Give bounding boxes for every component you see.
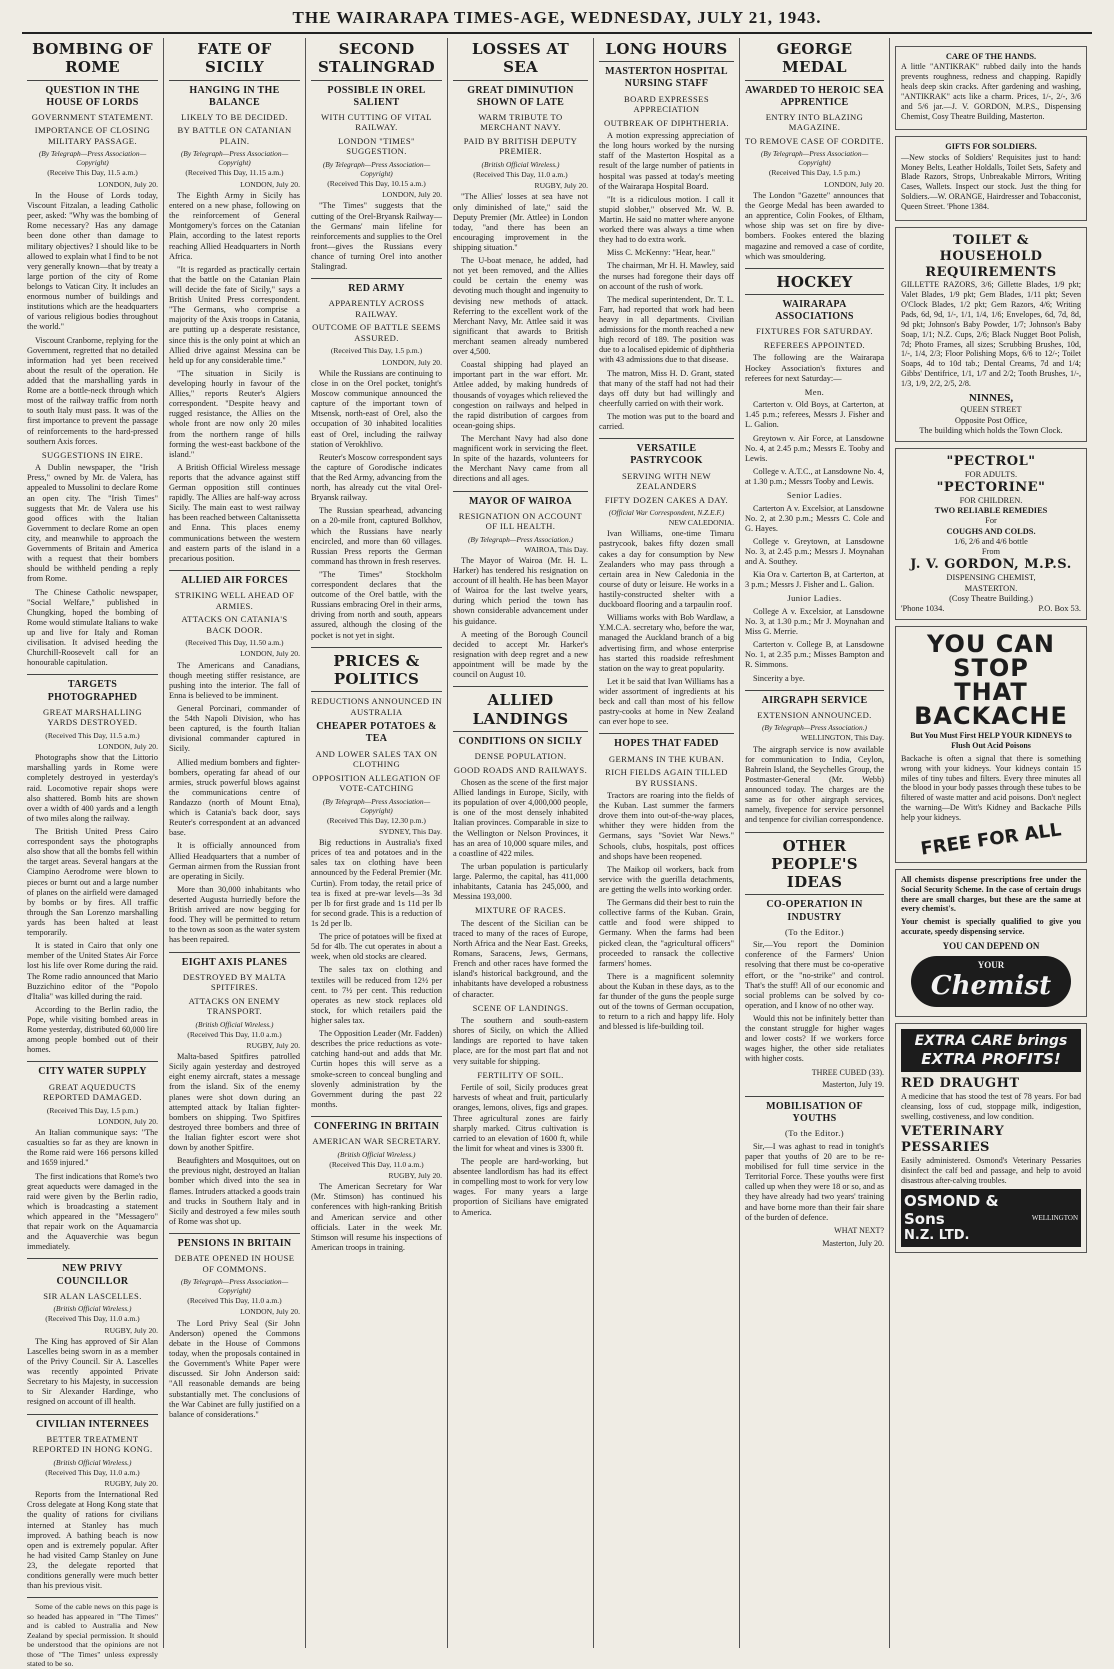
headline: LOSSES AT SEA [453,40,588,81]
paragraph: Chosen as the scene of the first major Allied landings in Europe, Sicily, with its population of over 4,000,000 people, is one of the most densely inhabited Italian provinces. Comparable in size to the Wellington or Nelson Provinces, it has an area of 10,000 square miles, and a coastline of 422 miles. [453,778,588,858]
credit: (British Official Wireless.) [481,159,560,169]
ad-logo-line: N.Z. LTD. [904,1228,970,1244]
dateline: WAIROA, This Day. [524,544,588,554]
paragraph: The first indications that Rome's two great aqueducts were damaged in the raid were given by the Berlin radio, which is broadcasting a statement which appeared in the "Messagero" that repair work on the Aquamarcia and the Aquaverchie was begun immediately. [27,1171,158,1252]
paragraph: According to the Berlin radio, the Pope, while visiting bombed areas in Rome yesterday, distributed 60,000 lire among people bombed out of their homes. [27,1004,158,1055]
paragraph: The medical superintendent, Dr. T. L. Farr, had reported that work had been heavy in all departments. Civilian admissions for the month reached a new high record of 189. The position was due to a localised epidemic of diphtheria with 43 admissions due to that disease. [599,294,735,365]
ad-osmond [895,1023,1087,1254]
credit: (British Official Wireless.) [195,1019,274,1029]
subhead: AND LOWER SALES TAX ON CLOTHING [315,748,438,770]
paragraph: The Chinese Catholic newspaper, "Social Welfare," published in Chungking, hoped the bombing of Rome would stimulate Italians to wake up and live for Italy and Roman civilisation. It advised heeding the Churchill-Roosevelt call for an honourable capitulation. [27,587,158,668]
subhead: OPPOSITION ALLEGATION OF VOTE-CATCHING [312,772,441,794]
dateline: RUGBY, July 20. [104,1325,158,1335]
paragraph: Reuter's Moscow correspondent says the capture of Gorodische indicates that the Red Army, advancing from the north, has already cut the vital Orel-Bryansk railway. [311,452,442,503]
ad-title: TOILET & HOUSEHOLD REQUIREMENTS [925,232,1057,280]
headline: TARGETS PHOTOGRAPHED [47,679,138,703]
ad-text: Your chemist is specially qualified to give you accurate, speedy dispensing service. [901,917,1081,937]
divider [311,1116,442,1117]
ad-product-title: VETERINARY PESSARIES [901,1124,1005,1156]
dateline: LONDON, July 20. [98,741,158,751]
section-heading: SCENE OF LANDINGS. [472,1002,569,1013]
ad-address: Opposite Post Office, [954,415,1028,425]
section-heading: FERTILITY OF SOIL. [477,1069,564,1080]
paragraph: Miss C. McKenny: "Hear, hear." [607,248,716,258]
section-heading: Senior Ladies. [786,490,843,501]
received-line: (Received This Day, 11.0 a.m.) [45,1467,140,1477]
ad-line: FOR CHILDREN. [959,495,1023,505]
paragraph: Ivan Williams, one-time Timaru pastrycook, bakes fifty dozen small cakes a day for consumption by New Zealanders who may pass through a certain area in New Caledonia in the course of duty or leisure. He works in a hastily-constructed shelter with a duckboard flooring and a tarpaulin roof. [599,529,734,610]
paragraph: Let it be said that Ivan Williams has a wider assortment of ingredients at his beck and call than most of his fellow pastry-cooks at home in New Zealand can ever hope to see. [599,676,734,727]
subhead: POSSIBLE IN OREL SALIENT [327,84,426,108]
ad-street: QUEEN STREET [960,405,1022,415]
credit: (By Telegraph—Press Association—Copyright) [180,1277,289,1296]
ad-text: A little "ANTIKRAK" rubbed daily into the hands prevents roughness, redness and chapping. Rapidly heals deep skin cracks. After gardening and washing, "ANTIKRAK" acts like a charm. Prices, 1/-, 2/-, 3/6 and 5/6 jar.—J. V. GORDON, M.P.S., Dispensing Chemist, Cosy Theatre Building, Masterton. [901,62,1081,121]
credit: (By Telegraph—Press Association.) [467,534,574,544]
paragraph: The people are hard-working, but absentee landlordism has had its effect in compelling most to work for very low wages. For many years a large proportion of Sicilians have emigrated to America. [453,1156,588,1217]
subhead: HANGING IN THE BALANCE [189,84,280,108]
dateline: LONDON, July 20. [240,649,300,659]
headline: EIGHT AXIS PLANES [181,956,288,968]
credit: (By Telegraph—Press Association—Copyright) [760,149,869,168]
subhead: GOVERNMENT STATEMENT. [31,111,154,122]
ad-pectrol [895,448,1087,620]
headline: MOBILISATION OF YOUTHS [766,1101,863,1125]
paragraph: "The Times" suggests that the cutting of the Orel-Bryansk Railway—the Germans' main lifeline for reinforcements and supplies to the Orel front—gives the Russians every chance of turning Orel into another Stalingrad. [311,201,442,272]
received-line: (Received This Day, 11.0 a.m.) [473,169,568,179]
subhead: AWARDED TO HEROIC SEA APPRENTICE [745,84,884,108]
subhead: GERMANS IN THE KUBAN. [608,753,725,764]
divider [745,690,884,691]
ad-headline: YOU CAN STOP [926,630,1056,683]
received-line: (Receive This Day, 11.5 a.m.) [47,168,138,178]
dateline: SYDNEY, This Day. [379,826,442,836]
ad-your-chemist [895,869,1087,1017]
ad-line: 1/6, 2/6 and 4/6 bottle [954,536,1028,546]
credit: (By Telegraph—Press Association—Copyright) [322,796,431,815]
divider [453,491,588,492]
divider [27,1597,158,1598]
paragraph: A British Official Wireless message reports that the advance against stiff German opposition still continues rapidly. The Allies are half-way across Sicily. The main east to west railway has been reached between Caltanissetta and Enna. This places enemy communications between the western and eastern parts of the island in a precarious position. [169,462,300,563]
ad-text: —New stocks of Soldiers' Requisites just to hand: Money Belts, Leather Holdalls, Toilet Sets, Safety and Blade Razors, Strops, Unbreakable Mirrors, Writing Cases, Wallets. Inspect our stock. Just the thing for Soldiers.—W. ORANGE, Hairdresser and Tobacconist, Queen Street. 'Phone 1384. [901,152,1081,211]
subhead: IMPORTANCE OF CLOSING MILITARY PASSAGE. [34,125,151,146]
received-line: (Received This Day, 12.30 p.m.) [327,815,426,825]
headline: CIVILIAN INTERNEES [36,1418,149,1430]
section-heading: SUGGESTIONS IN EIRE. [41,449,144,460]
headline: SECOND STALINGRAD [311,40,442,81]
subhead: STRIKING WELL AHEAD OF ARMIES. [174,590,295,611]
ad-contact-row [901,604,1081,614]
paragraph: The Germans did their best to ruin the collective farms of the Kuban. Grain, cattle and food were shipped to Germany. When the farms had been picked clean, the "agricultural officers" proceeded to ransack the collective farmers' homes. [599,898,734,968]
paragraph: An Italian communique says: "The casualties so far as they are known in the Rome raid were 166 persons killed and 1659 injured." [27,1128,158,1168]
credit: (By Telegraph—Press Association—Copyright) [180,149,289,168]
ad-line: YOUR [977,959,1005,970]
section-heading: MIXTURE OF RACES. [474,905,567,916]
subhead: CO-OPERATION IN INDUSTRY [766,899,863,923]
ad-title: "PECTORINE" [936,480,1046,496]
subhead: ATTACKS ON ENEMY TRANSPORT. [188,995,281,1017]
ad-logo-text [904,1192,1032,1244]
columns [22,38,1092,1669]
subhead: AMERICAN WAR SECRETARY. [312,1136,441,1147]
ad-line: (Cosy Theatre Building.) [949,593,1033,603]
received-line: (Received This Day, 1.5 p.m.) [768,168,861,178]
paragraph: Sincerity a bye. [753,673,805,683]
paragraph: A motion expressing appreciation of the long hours worked by the nursing staff of the Masterton Hospital as a result of the large number of patients in hospital was passed at today's meeting of the Wairarapa Hospital Board. [599,131,734,191]
paragraph: A meeting of the Borough Council decided to accept Mr. Harker's resignation with deep regret and a new appointment will be made by the council on August 10. [453,629,588,680]
divider [745,1096,884,1097]
paragraph: "The Times" Stockholm correspondent declares that the outcome of the Orel battle, with the Russians embracing Orel in their arms, driving from north and south, appears assured, although the closing of the pocket is not yet in sight. [311,569,442,640]
subhead: ATTACKS ON CATANIA'S BACK DOOR. [181,614,288,635]
divider [27,1258,158,1259]
section-heading: Men. [804,386,825,397]
headline: FATE OF SICILY [169,40,300,81]
paragraph: "The Allies' losses at sea have not only diminished of late," said the Deputy Premier (Mr. Attlee) in London today, "and there has been an encouraging improvement in the shipping situation." [453,192,588,252]
signature: THREE CUBED (33). [811,1067,884,1077]
paragraph: The Mayor of Wairoa (Mr. H. L. Harker) has tendered his resignation on account of ill health. He has been Mayor of Wairoa for the last twelve years, during which period the town has shown considerable advancement under his guidance. [453,555,589,626]
paragraph: "The situation in Sicily is developing hourly in favour of the Allies," reports Reuter's Algiers correspondent. "Despite heavy and rugged resistance, the Allies on the whole front are now only 20 miles from the northern range of hills forming the west-east backbone of the island." [169,368,300,459]
paragraph: The Americans and Canadians, though meeting stiffer resistance, are pushing into the interior. The fall of Enna is believed to be imminent. [169,660,300,700]
ad-title: "PECTROL" [946,454,1036,469]
paragraph: Carterton A v. Excelsior, at Lansdowne No. 2, at 2.30 p.m.; Messrs C. Cole and G. Hayes. [745,503,884,533]
paragraph: Kia Ora v. Carterton B, at Carterton, at 3 p.m.; Messrs J. Fisher and L. Galion. [745,570,884,590]
paragraph: Tractors are roaring into the fields of the Kuban. Last summer the farmers drove them into out-of-the-way places, whither they were hidden from the Germans, says "Soviet War News." Schools, clubs, hospitals, post offices and shops have been reopened. [599,791,734,861]
subhead: CHEAPER POTATOES & TEA [316,721,437,745]
paragraph: Fertile of soil, Sicily produces great harvests of wheat and fruit, particularly oranges, lemons, olives, figs and grapes. Three agricultural zones are fairly sharply marked. Citrus cultivation is carried to an elevation of 1600 ft, while the limit for wheat and vines is 3300 ft. [453,1083,588,1153]
subhead: REDUCTIONS ANNOUNCED IN AUSTRALIA [311,696,442,717]
ad-free-for-all: FREE FOR ALL [919,819,1063,860]
dateline: RUGBY, July 20. [388,1170,442,1180]
paragraph: Allied medium bombers and fighter-bombers, operating far ahead of our armies, struck powerful blows against the communications centre of Randazzo (north of Mount Etna), which is Catania's back door, says Reuter's correspondent at an advanced base. [169,757,300,838]
signature: Masterton, July 19. [822,1080,884,1090]
headline: HOPES THAT FADED [614,738,719,750]
column-2 [164,38,306,1648]
subhead: EXTENSION ANNOUNCED. [757,709,872,720]
divider [599,733,734,734]
subhead: GREAT AQUEDUCTS REPORTED DAMAGED. [43,1081,142,1103]
paragraph: Would this not be infinitely better than the constant struggle for higher wages and lower costs? If we workers force wages higher, the other side retaliates with higher costs. [745,1014,884,1064]
paragraph: The southern and south-eastern shores of Sicily, on which the Allied landings are reported to have taken place, are for the most part flat and not very suitable for shipping. [453,1016,588,1066]
subhead: GREAT MARSHALLING YARDS DESTROYED. [42,706,143,728]
subhead: REFEREES APPOINTED. [763,339,866,350]
dateline: NEW CALEDONIA. [668,518,734,528]
signature: Masterton, July 20. [822,1238,884,1248]
divider [27,1414,158,1415]
ad-address: The building which holds the Town Clock. [919,425,1063,435]
subhead: QUESTION IN THE HOUSE OF LORDS [45,84,140,108]
paragraph: The descent of the Sicilian can be traced to many of the races of Europe, North Africa and the Near East. Greeks, Romans, Saracens, Jews, Germans, French and other races have formed the island's historical background, and the inhabitants have developed a robustness of character. [453,918,588,999]
ad-banner [901,1029,1081,1072]
paragraph: The Maikop oil workers, back from service with the guerilla detachments, are getting the wells into working order. [599,864,734,894]
ad-product-title: RED DRAUGHT [901,1075,1020,1091]
masthead: THE WAIRARAPA TIMES-AGE, WEDNESDAY, JULY 21, 1943. [22,8,1092,34]
paragraph: College A v. Excelsior, at Lansdowne No. 3, at 1.30 p.m.; Mr J. Moynahan and Miss G. Merrie. [745,606,884,637]
headline: CITY WATER SUPPLY [38,1066,147,1078]
paragraph: The chairman, Mr H. H. Mawley, said the nurses had foregone their days off on account of the rush of work. [599,261,734,291]
subhead: SIR ALAN LASCELLES. [43,1290,142,1301]
paragraph: Big reductions in Australia's fixed prices of tea and potatoes and in the sales tax on clothing have been announced by the Federal Premier (Mr. Curtin). From today, the retail price of tea is fixed at pre-war levels—3s 3d per lb for first grade and 1s 11d per lb for second grade. This is a reduction of 1s 2d per lb. [311,838,442,929]
ad-title: GIFTS FOR SOLDIERS. [945,142,1037,152]
headline: RED ARMY [348,283,405,295]
ad-chemist-badge [911,956,1071,1007]
credit: (By Telegraph—Press Association—Copyright) [38,149,147,168]
column-5 [594,38,740,1648]
paragraph: A Dublin newspaper, the "Irish Press," owned by Mr. de Valera, has appealed to Mussolini to declare Rome an open city. The "Irish Times" suggests that Mr. de Valera use his good offices with the Italian Government to declare Rome an open city, and meanwhile to approach the Governments of Britain and America with a request that their bombers should be withheld pending a reply from Rome. [27,463,158,584]
ad-line: COUGHS AND COLDS. [946,526,1036,536]
divider [27,1061,158,1062]
headline: PENSIONS IN BRITAIN [177,1238,292,1250]
paragraph: The U-boat menace, he added, had not yet been removed, and the Allies could be certain the enemy was devoting much thought and ingenuity to devising new methods of attack. Referring to the excellent work of the Merchant Navy, Mr. Attlee said it was significant that awards to British merchant seamen already numbered over 4,500. [453,256,588,357]
headline: CONFERING IN BRITAIN [313,1120,440,1132]
paragraph: The American Secretary for War (Mr. Stimson) has continued his conferences with high-ranking British and American service and other officials. Later in the week Mr. Stimson will resume his inspections of American troops in training. [311,1182,442,1252]
credit: (British Official Wireless.) [337,1149,416,1159]
received-line: (Received This Day, 1.5 p.m.) [46,1105,139,1115]
paragraph: The Lord Privy Seal (Sir John Anderson) opened the Commons debate in the House of Commons today, when the proposals contained in the Government's White Paper were discussed. Sir John Anderson said: "All reasonable demands are being substantially met. The conclusions of the War Cabinet are fully justified on a balance of considerations." [169,1318,300,1419]
credit: (By Telegraph—Press Association—Copyright) [322,159,431,178]
paragraph: Williams works with Bob Wardlaw, a Y.M.C.A. secretary who, before the war, managed the Auckland branch of a big advertising firm, and whose enterprise has started this roadside refreshment station on the way to great popularity. [599,613,734,673]
ad-gifts-for-soldiers [895,136,1087,220]
received-line: (Received This Day, 1.5 p.m.) [330,346,423,356]
headline: BOMBING OF ROME [27,40,158,81]
paragraph: The urban population is particularly large. Palermo, the capital, has 411,000 inhabitants, Catania has 245,000, and Messina 193,000. [453,861,588,902]
subhead: BETTER TREATMENT REPORTED IN HONG KONG. [32,1433,153,1455]
section-heading: Junior Ladies. [787,593,842,604]
ad-headline: THAT BACKACHE [914,678,1068,731]
ad-logo-line: OSMOND & Sons [904,1191,999,1229]
paragraph: The London "Gazette" announces that the George Medal has been awarded to an apprentice, Colin Fookes, of Eltham, whose ship was set on fire by dive-bombers. Fookes entered the blazing magazine and removed a case of cordite, which was smouldering. [745,190,884,261]
headline: HOCKEY [745,273,884,295]
subhead: OUTCOME OF BATTLE SEEMS ASSURED. [312,322,441,343]
paragraph: "It is a ridiculous motion. I call it stupid slobber," observed Mr. W. B. Martin. He said no matter where anyone worked there was always a time when they had to do extra work. [599,194,734,245]
paragraph: The price of potatoes will be fixed at 5d for 4lb. The cut operates in about a week, when old stocks are cleared. [311,932,442,962]
ad-chemist-word: Chemist [930,970,1052,1001]
dateline: RUGBY, July 20. [534,181,588,191]
dateline: LONDON, July 20. [382,190,442,200]
divider [311,647,442,648]
credit: (British Official Wireless.) [53,1457,132,1467]
subhead: (To the Editor.) [784,926,845,937]
subhead: OUTBREAK OF DIPHTHERIA. [604,117,729,128]
subhead: RESIGNATION ON ACCOUNT OF ILL HEALTH. [458,510,583,532]
paragraph: More than 30,000 inhabitants who deserted Augusta hurriedly before the British arrived are now begging for food. They will be permitted to return to the town as soon as the water system has been repaired. [169,884,300,945]
subhead: WARM TRIBUTE TO MERCHANT NAVY. [478,111,563,133]
headline: VERSATILE PASTRYCOOK [630,443,703,467]
headline: ALLIED AIR FORCES [181,574,288,586]
paragraph: "It is regarded as practically certain that the battle on the Catanian Plain will decide the fate of Sicily," says a British United Press correspondent. "The Germans, who comprise a majority of the Axis troops in Catania, are putting up a desperate resistance, since this is the only point at which an Allied drive against Messina can be held up for any considerable time." [169,264,300,365]
credit: (Official War Correspondent, N.Z.E.F.) [608,508,725,518]
subhead: BY BATTLE ON CATANIAN PLAIN. [177,125,292,146]
subhead: SERVING WITH NEW ZEALANDERS [621,470,712,492]
paragraph: Carterton v. Old Boys, at Carterton, at 1.45 p.m.; referees, Messrs J. Fisher and L. Galion. [745,400,884,430]
column-7-ads [890,38,1092,1648]
paragraph: College v. A.T.C., at Lansdowne No. 4, at 1.30 p.m.; Messrs Tooby and Lewis. [745,466,884,486]
paragraph: The airgraph service is now available for communication to India, Ceylon, Bahrein Island, the Seychelles Group, the Postmaster-General (Mr. Webb) announced today. The charges are the same as for other airgraph services, namely, fivepence for service personnel and tenpence for civilian correspondence. [745,744,884,825]
paragraph: General Porcinari, commander of the 54th Napoli Division, who has been captured, is the fourth Italian divisional commander captured in Sicily. [169,703,300,754]
ad-shop-name: NINNES, [968,391,1014,404]
subhead: WAIRARAPA ASSOCIATIONS [775,299,854,323]
ad-po-box: P.O. Box 53. [1038,604,1081,614]
received-line: (Received This Day, 10.15 a.m.) [327,178,426,188]
headline: LONG HOURS [599,40,734,62]
subhead: GOOD ROADS AND RAILWAYS. [453,764,588,775]
divider [745,268,884,269]
paragraph: Reports from the International Red Cross delegate at Hong Kong state that the quality of rations for civilians interned at Stanley has much improved. A bathing beach is now open and is extremely popular. After he had visited Camp Stanley on June 23, the delegate reported that conditions generally were much better than his previous visit. [27,1490,158,1591]
paragraph: Beaufighters and Mosquitoes, out on the previous night, destroyed an Italian bomber which dived into the sea in flames. Intruders attacked a goods train and trucks in Southern Italy and in Sicily and destroyed a few miles south of Rome was shot up. [169,1156,300,1226]
headline: AIRGRAPH SERVICE [761,694,868,706]
column-4 [448,38,594,1648]
paragraph: While the Russians are continuing to close in on the Orel pocket, tonight's Moscow communique announced the capture of the important town of Mtsensk, north-east of Orel, also the occupation of 30 inhabited localities east of Orel, including the railway station of Verokhlivo. [311,368,442,449]
divider [745,832,884,833]
ad-toilet-household [895,227,1087,442]
received-line: (Received This Day, 11.5 a.m.) [45,730,140,740]
subhead: PAID BY BRITISH DEPUTY PREMIER. [463,135,578,157]
received-line: (Received This Day, 11.0 a.m.) [187,1029,282,1039]
subhead: WITH CUTTING OF VITAL RAILWAY. [321,111,432,133]
ad-line: DISPENSING CHEMIST, [946,573,1036,583]
dateline: LONDON, July 20. [98,179,158,189]
ad-line: For [985,516,997,526]
ad-osmond-logo [901,1189,1081,1247]
ad-line: MASTERTON. [964,583,1018,593]
paragraph: Sir,—You report the Dominion conference of the Farmers' Union resolving that there must be co-operative effort, or the "no-strike" and control. That's the stuff! All of our economic and social problems can be solved by co-operation, and I know of no other way. [745,940,884,1010]
credit: (British Official Wireless.) [53,1304,132,1314]
headline: NEW PRIVY COUNCILLOR [56,1263,129,1287]
subhead: MASTERTON HOSPITAL NURSING STAFF [605,66,728,90]
divider [453,686,588,687]
paragraph: Photographs show that the Littorio marshalling yards in Rome were completely destroyed in yesterday's raid. Locomotive repair shops were also shattered. Bomb hits are shown over a width of 400 yards and a length of two miles along the railway. [27,753,158,823]
dateline: LONDON, July 20. [98,1116,158,1126]
paragraph: The Opposition Leader (Mr. Fadden) describes the price reductions as vote-catching hand-out and adds that Mr. Curtin hopes this will serve as a smoke-screen to conceal bungling and slovenly administration by the Government during the past 22 months. [311,1029,442,1109]
paragraph: The King has approved of Sir Alan Lascelles being sworn in as a member of the Privy Council. Sir A. Lascelles was recently appointed Private Secretary to his Majesty, in succession to Sir Alexander Hardinge, who resigned on account of ill health. [27,1336,158,1407]
dateline: LONDON, July 20. [824,179,884,189]
dateline: LONDON, July 20. [240,1307,300,1317]
paragraph: The matron, Miss H. D. Grant, stated that many of the staff had not had their days off duty but had willingly and cheerfully carried on with their work. [599,368,734,408]
ad-phone: 'Phone 1034. [901,604,945,614]
paragraph: Viscount Cranborne, replying for the Government, regretted that no detailed information had yet been received about the result of the operation. He added that the marshalling yards in Rome are a bottle-neck through which most of the railway traffic from north to south Italy must pass. It was of the first importance to prevent the passage of reinforcements to the hard-pressed southern Axis forces. [27,335,158,446]
signature: WHAT NEXT? [834,1225,884,1235]
dateline: RUGBY, July 20. [104,1478,158,1488]
headline: OTHER PEOPLE'S IDEAS [745,837,884,896]
divider [169,1233,300,1234]
paragraph: The sales tax on clothing and textiles will be reduced from 12½ per cent. to 7½ per cent. This reduction operates as new stock replaces old stock, for which retailers paid the higher sales tax. [311,965,442,1025]
ad-text: A medicine that has stood the test of 78 years. For bad cleansing, loss of cud, stoppage milk, indigestion, swelling, costiveness, and low condition. [901,1091,1081,1121]
paragraph: It is officially announced from Allied Headquarters that a number of German airmen from the Russian front are operating in Sicily. [169,841,300,881]
ad-line: YOU CAN DEPEND ON [942,940,1040,951]
subhead: APPARENTLY ACROSS RAILWAY. [328,298,425,319]
paragraph: There is a magnificent solemnity about the Kuban in these days, as to the far thunder of the guns the people surge out of the towns of German occupation, to return to a rich and happy life. Holy and blessed is life-building toil. [599,971,734,1032]
subhead: (To the Editor.) [784,1128,845,1139]
ad-line: FOR ADULTS. [964,469,1018,479]
subhead: RICH FIELDS AGAIN TILLED BY RUSSIANS. [605,767,728,788]
credit: (By Telegraph—Press Association.) [761,723,868,733]
received-line: (Received This Day, 11.0 a.m.) [45,1314,140,1324]
received-line: (Received This Day, 11.0 a.m.) [187,1296,282,1306]
subhead: GREAT DIMINUTION SHOWN OF LATE [467,84,574,108]
column-3 [306,38,448,1648]
received-line: (Received This Day, 11.50 a.m.) [185,638,284,648]
ad-line: From [981,547,1001,557]
divider [599,438,734,439]
paragraph: Malta-based Spitfires patrolled Sicily again yesterday and destroyed eight enemy aircraft, states a message from the island. Six of the enemy planes were shot down during an attempted attack by Italian fighter-bombers on shipping. Two Spitfires destroyed three bombers and three of the Italian fighter escort were shot down by another Spitfire. [169,1052,300,1153]
subhead: FIXTURES FOR SATURDAY. [756,326,873,337]
ad-text: GILLETTE RAZORS, 3/6; Gillette Blades, 1/9 pkt; Valet Blades, 1/9 pkt; Gem Blades, 1/11 pkt; Seven O'Clock Blades, 1/2 pkt; Gem Razors, 4/6; Writing Pads, 6d, 9d, 1/-, 1/1, 1/4, 1/6; Envelopes, 6d, 7d, 8d, 9d pkt; Johnson's Baby Powder, 1/7; Johnson's Baby Soap, 1/1; N.Z. Cups, 2/6; Black Nugget Boot Polish, 7d; Photo Frames, all sizes; Scrubbing Brushes, 10d, 1/-, 1/4, 2/3; Floor Polishing Mops, 6/6 to 12/-; Toilet Soaps, 4d to 10d tab.; Dental Creams, 7d and 1/4; Gibbs' Dentifrice, 1/1, 1/7 and 2/2; Tooth Brushes, 1/-, 1/3, 1/9, 2/2, 2/5, 2/8. [901,280,1081,388]
paragraph: College v. Greytown, at Lansdowne No. 3, at 2.45 p.m.; Messrs J. Moynahan and A. Southey. [745,536,884,567]
headline: MAYOR OF WAIROA [468,495,573,507]
ad-text: Easily administered. Osmond's Veterinary Pessaries disinfect the calf bed and passage, and help to avoid disastrous after-calving troubles. [901,1156,1081,1185]
subhead: LIKELY TO BE DECIDED. [181,111,288,122]
paragraph: The Eighth Army in Sicily has entered on a new phase, following on the reinforcement of General Montgomery's forces on the Catanian Plain, according to the latest reports reaching Allied Headquarters in North Africa. [169,190,300,261]
received-line: (Received This Day, 11.15 a.m.) [185,168,284,178]
headline: ALLIED LANDINGS [453,691,588,732]
paragraph: It is stated in Cairo that only one member of the United States Air Force lost his life over Rome during the raid. The Rome radio announced that Mario Buzzichino editor of the "Popolo d'Italia" was killed during the raid. [27,941,158,1001]
divider [169,952,300,953]
dateline: RUGBY, July 20. [246,1040,300,1050]
ad-subline: But You Must First HELP YOUR KIDNEYS to Flush Out Acid Poisons [910,731,1072,751]
paragraph: The motion was put to the board and carried. [599,411,734,432]
subhead: TO REMOVE CASE OF CORDITE. [745,135,884,146]
subhead: DEBATE OPENED IN HOUSE OF COMMONS. [174,1253,295,1274]
divider [169,570,300,571]
ad-headline: EXTRA PROFITS! [921,1049,1061,1068]
paragraph: Greytown v. Air Force, at Lansdowne No. 4, at 2.45 p.m.; Messrs E. Tooby and Lewis. [745,433,884,463]
paragraph: The British United Press Cairo correspondent says the photographs also show that all the bombs fell within the target areas. Several hangars at the Ciampino Aerodrome were blown to pieces or burnt out and a large number of planes on the airfield were damaged by bombs or by fires. All traffic through the San Lorenzo marshalling yards has been halted at least temporarily. [27,827,158,938]
paragraph: Coastal shipping had played an important part in the war effort. Mr. Attlee added, by making hundreds of thousands of voyages which relieved the congestion on railways and helped in the rapid distribution of cargoes from ocean-going ships. [453,360,588,430]
subhead: ENTRY INTO BLAZING MAGAZINE. [765,111,864,133]
headline: PRICES & POLITICS [311,652,442,693]
ad-text: Backache is often a signal that there is something wrong with your kidneys. Your kidneys contain 15 miles of tiny tubes and filters. Every three minutes all the blood in your body passes through these tubes to be filtered of waste matter and acid poisons. Don't neglect the warning—De Witt's Kidney and Backache Pills help your kidneys. [901,753,1081,822]
ad-backache [895,626,1087,862]
column-1 [22,38,164,1669]
subhead: CONDITIONS ON SICILY [458,735,583,747]
subhead: DENSE POPULATION. [474,751,567,762]
ad-text: All chemists dispense prescriptions free under the Social Security Scheme. In the case of certain drugs there are small charges, but these are the same at every chemist's. [901,874,1081,914]
dateline: WELLINGTON, This Day. [800,733,884,743]
paragraph: Sir,—I was aghast to read in tonight's paper that youths of 20 are to be re-mobilised for full time service in the Territorial Force. These youths were first called up when they were 18 or so, and as they have already had two years' training and have borne more than their fair share of the burden of defence. [745,1141,884,1222]
received-line: (Received This Day, 11.0 a.m.) [329,1159,424,1169]
subhead: FIFTY DOZEN CAKES A DAY. [604,494,729,505]
dateline: LONDON, July 20. [240,179,300,189]
subhead: BOARD EXPRESSES APPRECIATION [623,93,710,115]
divider [27,674,158,675]
headline: GEORGE MEDAL [745,40,884,81]
paragraph: The Russian spearhead, advancing on a 20-mile front, captured Bolkhov, which the Russians have nearly encircled, and more than 60 villages. Russian Press reports the German command has thrown in fresh reserves. [311,506,442,566]
ad-antikrak [895,46,1087,130]
ad-headline: EXTRA CARE brings [914,1032,1068,1049]
ad-chemist-name: J. V. GORDON, M.P.S. [910,557,1072,573]
paragraph: In the House of Lords today, Viscount Fitzalan, a leading Catholic peer, asked: "Why was the bombing of Rome necessary? Has any damage been done other than damage to military objectives? I should like to be allowed to explain what I find to be not very generally known—that by treaty a large portion of the city of Rome belongs to Vatican City. It includes an enormous number of buildings and institutions which are the headquarters of various religious bodies throughout the world." [27,190,158,332]
divider [311,278,442,279]
paragraph: Carterton v. College B, at Lansdowne No. 1, at 2.35 p.m.; Misses Bampton and R. Simmons. [745,640,884,670]
paragraph: The Merchant Navy had also done magnificent work in servicing the fleet. In spite of the hazards, volunteers for the Merchant Navy came from all directions and all ages. [453,433,588,484]
subhead: DESTROYED BY MALTA SPITFIRES. [182,971,287,993]
ad-title: CARE OF THE HANDS. [945,52,1037,61]
column-6 [740,38,890,1648]
paragraph: The following are the Wairarapa Hockey Association's fixtures and referees for next Saturday:— [745,353,884,383]
dateline: LONDON, July 20. [382,357,442,367]
ad-line: TWO RELIABLE REMEDIES [934,506,1048,516]
subhead: LONDON "TIMES" SUGGESTION. [338,135,415,157]
ad-logo-city: WELLINGTON [1031,1213,1078,1222]
copyright-note: Some of the cable news on this page is so headed has appeared in "The Times" and is cabled to Australia and New Zealand by special permission. It should be understood that the opinions are not those of "The Times" unless expressly stated to be so. [27,1602,158,1669]
